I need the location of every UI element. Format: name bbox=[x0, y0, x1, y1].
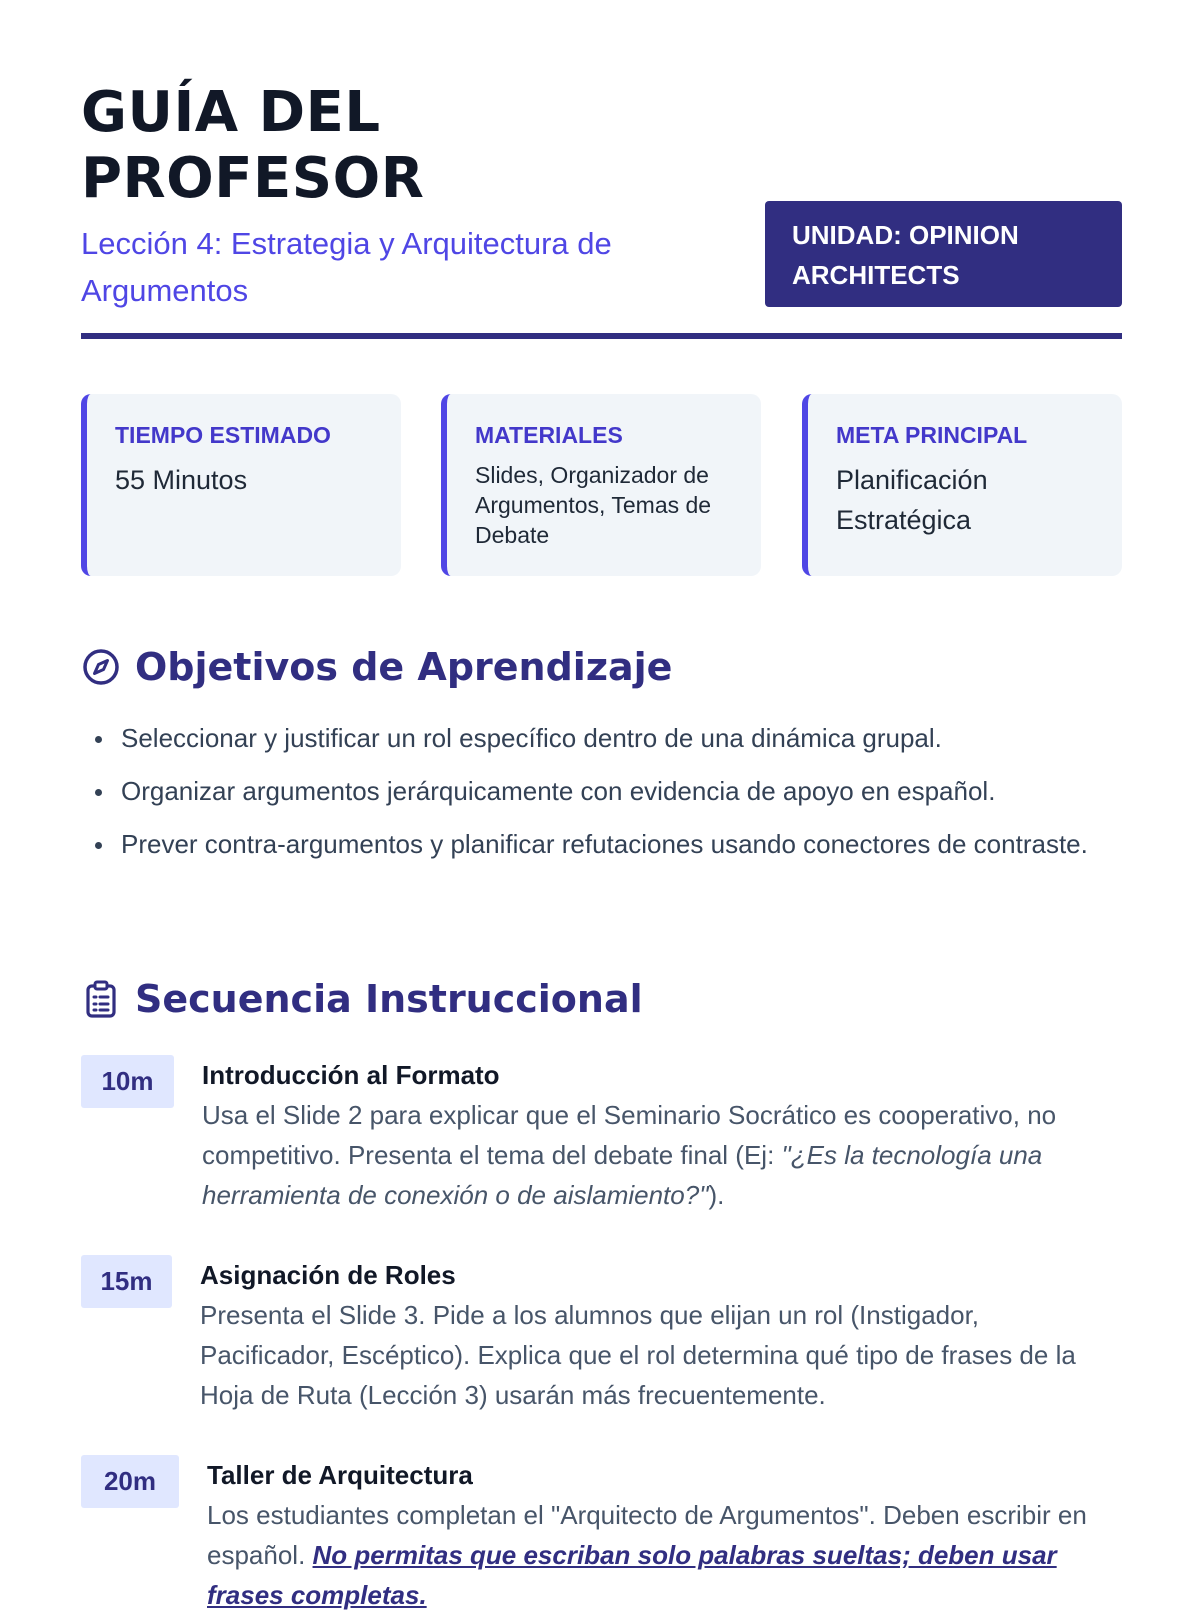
page-title-line-2: PROFESOR bbox=[81, 146, 425, 211]
sequence-heading bbox=[81, 977, 643, 1021]
step-text-part: ). bbox=[708, 1180, 725, 1210]
card-time-value: 55 Minutos bbox=[115, 465, 248, 495]
step-time-badge: 15m bbox=[81, 1255, 172, 1308]
card-goal-label: META PRINCIPAL bbox=[836, 422, 1028, 448]
page-title bbox=[81, 80, 424, 212]
header-divider bbox=[81, 333, 1122, 339]
lesson-subtitle: Lección 4: Estrategia y Arquitectura de Argumentos bbox=[81, 226, 612, 308]
header bbox=[81, 80, 1122, 340]
step-title: Introducción al Formato bbox=[202, 1060, 500, 1090]
page-title-line-1: GUÍA DEL bbox=[81, 80, 381, 145]
step-text-emphasis: "¿Es la tecnología una herramienta de conexión o de aislamiento?" bbox=[202, 1140, 1043, 1210]
compass-icon bbox=[81, 647, 121, 687]
step-title: Taller de Arquitectura bbox=[207, 1460, 473, 1490]
clipboard-icon bbox=[81, 979, 121, 1019]
teacher-guide-page bbox=[81, 80, 1122, 1610]
step-body bbox=[200, 1255, 1100, 1415]
card-goal-value: Planificación Estratégica bbox=[836, 465, 988, 535]
step-description: Presenta el Slide 3. Pide a los alumnos que elijan un rol (Instigador, Pacificador, Escéptico). Explica que el rol determina qué tipo de frases de la Hoja de Ruta (Lección 3) usarán más frecuentemente. bbox=[200, 1300, 1076, 1410]
step-text-part: Los estudiantes completan el "Arquitecto de Argumentos". Deben escribir en español. bbox=[207, 1500, 1087, 1570]
step-title: Asignación de Roles bbox=[200, 1260, 456, 1290]
step-body bbox=[207, 1455, 1107, 1615]
unit-badge: UNIDAD: OPINION ARCHITECTS bbox=[765, 201, 1122, 307]
objective-item: Organizar argumentos jerárquicamente con evidencia de apoyo en español. bbox=[121, 771, 1122, 811]
step-text-emphasis: No permitas que escriban solo palabras sueltas; deben usar frases completas. bbox=[207, 1540, 1057, 1610]
step-body bbox=[202, 1055, 1102, 1215]
card-time bbox=[81, 394, 401, 576]
step-description bbox=[202, 1095, 1102, 1215]
card-goal bbox=[802, 394, 1122, 576]
card-materials-value: Slides, Organizador de Argumentos, Temas de Debate bbox=[475, 462, 712, 548]
objective-item: Seleccionar y justificar un rol específico dentro de una dinámica grupal. bbox=[121, 718, 1122, 758]
card-materials bbox=[441, 394, 761, 576]
step-time-badge: 20m bbox=[81, 1455, 179, 1508]
objectives-heading bbox=[81, 645, 672, 689]
card-time-label: TIEMPO ESTIMADO bbox=[115, 422, 331, 448]
sequence-title: Secuencia Instruccional bbox=[135, 977, 643, 1021]
card-materials-label: MATERIALES bbox=[475, 422, 623, 448]
step-description bbox=[207, 1495, 1107, 1615]
objectives-title: Objetivos de Aprendizaje bbox=[135, 645, 673, 689]
objectives-list bbox=[81, 718, 1122, 877]
step-time-badge: 10m bbox=[81, 1055, 174, 1108]
info-cards bbox=[81, 394, 1122, 576]
objective-item: Prever contra-argumentos y planificar refutaciones usando conectores de contraste. bbox=[121, 824, 1122, 864]
step-text-part: Usa el Slide 2 para explicar que el Seminario Socrático es cooperativo, no competitivo. Presenta el tema del debate final (Ej: bbox=[202, 1100, 1057, 1170]
